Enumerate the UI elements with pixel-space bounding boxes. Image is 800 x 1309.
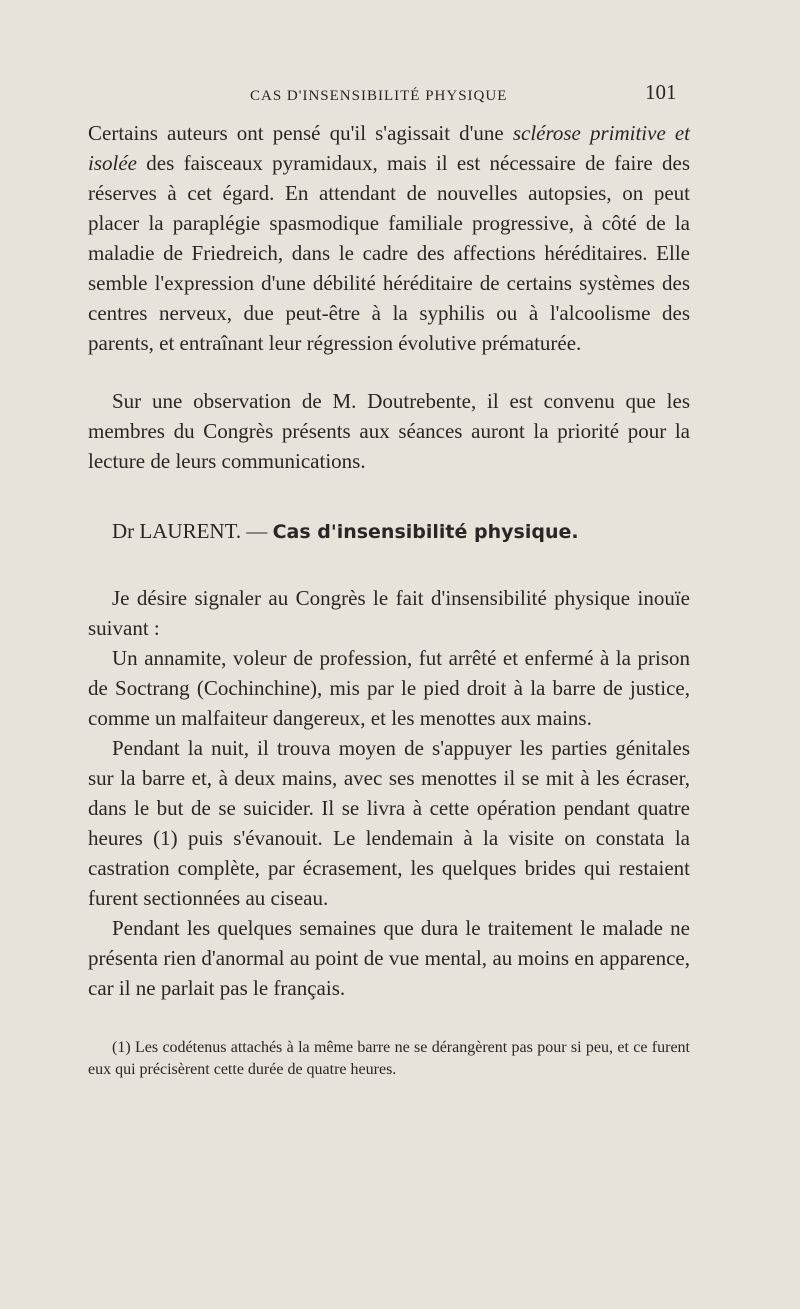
paragraph-sclerose <box>88 118 690 358</box>
paragraph-text: des faisceaux pyramidaux, mais il est nécessaire de faire des réserves à cet égard. En attendant de nouvelles autopsies, on peut placer la paraplégie spasmodique familiale progressive, à côté de la maladie de Friedreich, dans le cadre des affections héréditaires. Elle semble l'expression d'une débilité héréditaire de certains systèmes des centres nerveux, due peut-être à la syphilis ou à l'alcoolisme des parents, et entraînant leur régression évolutive prématurée. <box>88 151 690 355</box>
section-title: Cas d'insensibilité physique. <box>272 521 579 543</box>
page-number: 101 <box>645 80 677 104</box>
paragraph-annamite: Un annamite, voleur de profession, fut arrêté et enfermé à la prison de Soctrang (Cochinchine), mis par le pied droit à la barre de justice, comme un malfaiteur dangereux, et les menottes aux mains. <box>88 646 690 730</box>
body-text <box>88 118 690 1081</box>
section-dash: — <box>246 519 268 543</box>
italic-term: sclérose primitive et isolée <box>88 121 690 175</box>
paragraph-doutrebente: Sur une observation de M. Doutrebente, il est convenu que les membres du Congrès présents aux séances auront la priorité pour la lecture de leurs communications. <box>88 389 690 473</box>
paragraph-text: Certains auteurs ont pensé qu'il s'agissait d'une <box>88 121 513 145</box>
running-head: CAS D'INSENSIBILITÉ PHYSIQUE <box>250 88 508 104</box>
footnote: (1) Les codétenus attachés à la même barre ne se dérangèrent pas pour si peu, et ce furent eux qui précisèrent cette durée de quatre heures. <box>88 1039 690 1078</box>
page-header <box>90 76 690 116</box>
paragraph-intro: Je désire signaler au Congrès le fait d'insensibilité physique inouïe suivant : <box>88 586 690 640</box>
section-author: Dr LAURENT. <box>112 519 242 543</box>
section-heading <box>88 516 690 547</box>
paragraph-traitement: Pendant les quelques semaines que dura le traitement le malade ne présenta rien d'anormal au point de vue mental, au moins en apparence, car il ne parlait pas le français. <box>88 916 690 1000</box>
paragraph-nuit: Pendant la nuit, il trouva moyen de s'appuyer les parties génitales sur la barre et, à deux mains, avec ses menottes il se mit à les écraser, dans le but de se suicider. Il se livra à cette opération pendant quatre heures (1) puis s'évanouit. Le lendemain à la visite on constata la castration complète, par écrasement, les quelques brides qui restaient furent sectionnées au ciseau. <box>88 736 690 910</box>
